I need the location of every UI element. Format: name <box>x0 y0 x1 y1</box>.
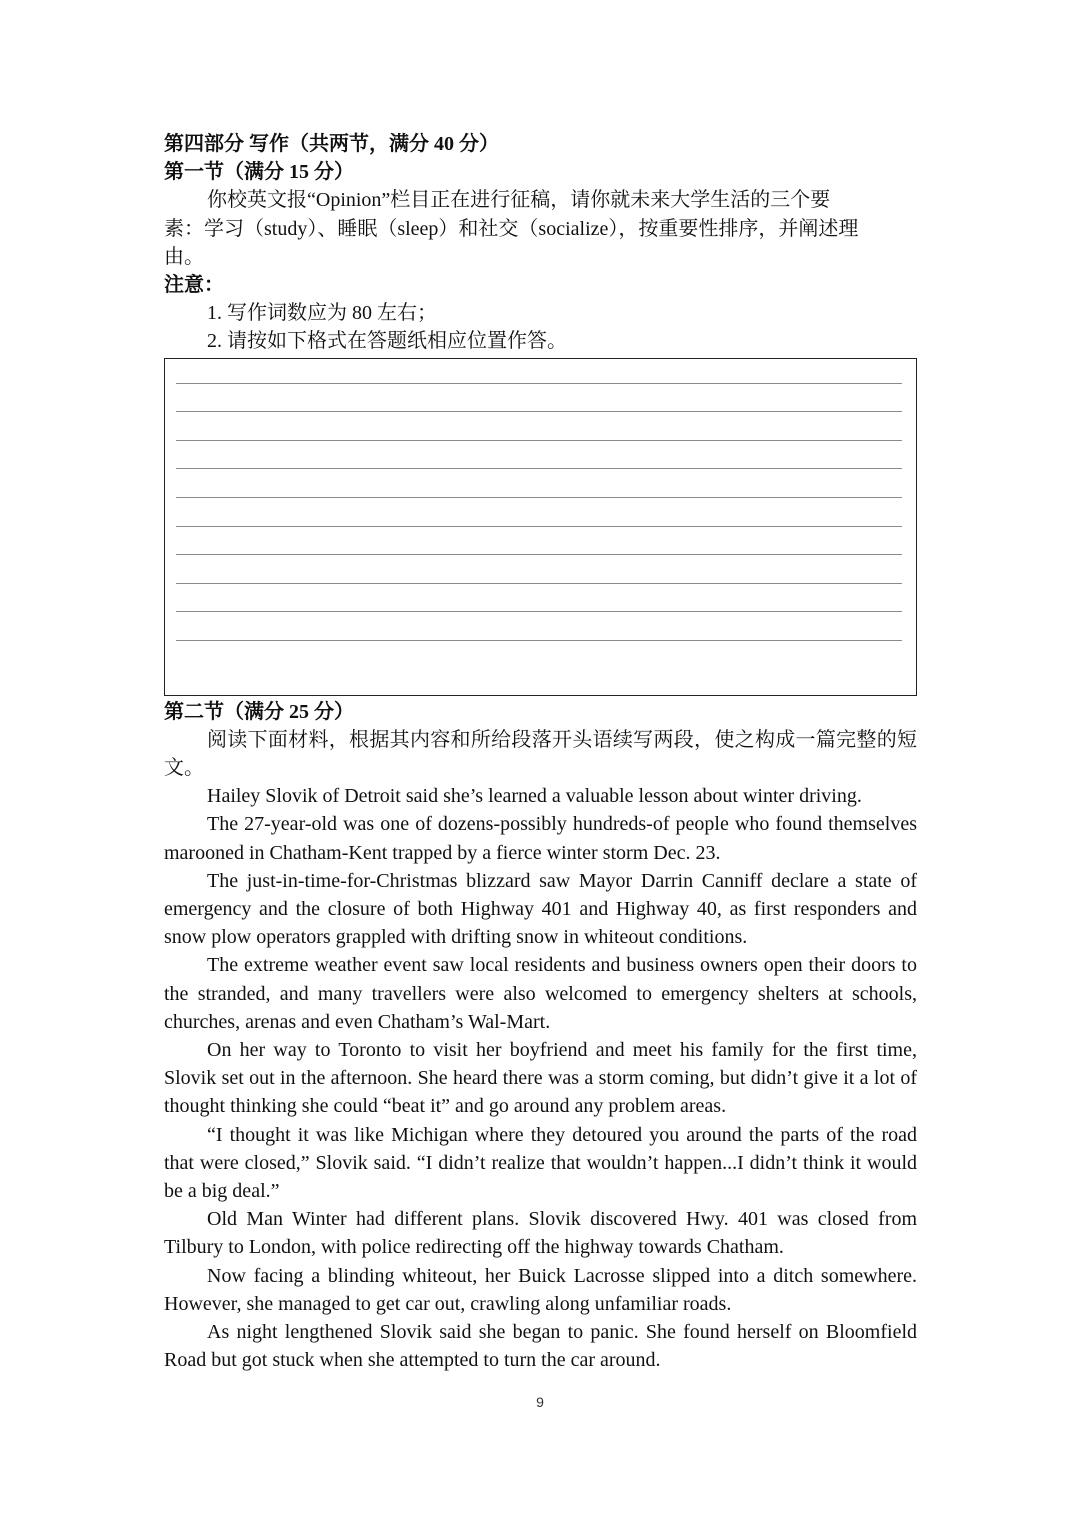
story-paragraph: Old Man Winter had different plans. Slovik discovered Hwy. 401 was closed from Tilbury to London, with police redirecting off the highway towards Chatham. <box>164 1208 917 1259</box>
answer-line <box>176 440 902 441</box>
answer-line <box>176 468 902 469</box>
answer-line <box>176 526 902 527</box>
story-paragraph: The extreme weather event saw local residents and business owners open their doors to the stranded, and many travellers were also welcomed to emergency shelters at schools, churches, arenas and even Chatham’s Wal-Mart. <box>164 954 917 1033</box>
section-1-prompt-line: 素：学习（study）、睡眠（sleep）和社交（socialize），按重要性排序，并阐述理 <box>164 217 859 240</box>
answer-box[interactable] <box>164 358 917 696</box>
answer-line <box>176 583 902 584</box>
story-paragraph: As night lengthened Slovik said she began to panic. She found herself on Bloomfield Road but got stuck when she attempted to turn the car around. <box>164 1321 917 1372</box>
section-2-title: 第二节（满分 25 分） <box>164 700 354 723</box>
note-label: 注意： <box>164 274 224 297</box>
part-title: 第四部分 写作（共两节，满分 40 分） <box>164 133 499 155</box>
story-paragraph: Hailey Slovik of Detroit said she’s learned a valuable lesson about winter driving. <box>207 785 862 808</box>
note-item: 1. 写作词数应为 80 左右； <box>207 302 437 325</box>
answer-line <box>176 383 902 384</box>
story-paragraph: The 27-year-old was one of dozens-possibly hundreds-of people who found themselves marooned in Chatham-Kent trapped by a fierce winter storm Dec. 23. <box>164 813 917 864</box>
answer-line <box>176 411 902 412</box>
story-paragraph: On her way to Toronto to visit her boyfriend and meet his family for the first time, Slovik set out in the afternoon. She heard there was a storm coming, but didn’t give it a lot of thought thinking she could “beat it” and go around any problem areas. <box>164 1039 917 1118</box>
answer-line <box>176 640 902 641</box>
answer-line <box>176 497 902 498</box>
story-paragraph: The just-in-time-for-Christmas blizzard saw Mayor Darrin Canniff declare a state of emergency and the closure of both Highway 401 and Highway 40, as first responders and snow plow operators grappled with drifting snow in whiteout conditions. <box>164 869 917 949</box>
section-1-title: 第一节（满分 15 分） <box>164 161 354 184</box>
section-1-prompt-line: 你校英文报“Opinion”栏目正在进行征稿，请你就未来大学生活的三个要 <box>207 189 831 212</box>
section-2-prompt: 阅读下面材料，根据其内容和所给段落开头语续写两段，使之构成一篇完整的短文。 <box>164 728 917 780</box>
page-number: 9 <box>536 1394 544 1410</box>
exam-page <box>164 130 917 1375</box>
story-paragraph: “I thought it was like Michigan where they detoured you around the parts of the road that were closed,” Slovik said. “I didn’t realize that wouldn’t happen...I didn’t think it would be a big deal.” <box>164 1123 917 1203</box>
answer-line <box>176 554 902 555</box>
section-1-prompt-line: 由。 <box>164 245 204 268</box>
story-paragraph: Now facing a blinding whiteout, her Buick Lacrosse slipped into a ditch somewhere. However, she managed to get car out, crawling along unfamiliar roads. <box>164 1264 917 1315</box>
answer-line <box>176 611 902 612</box>
note-item: 2. 请按如下格式在答题纸相应位置作答。 <box>207 330 567 353</box>
